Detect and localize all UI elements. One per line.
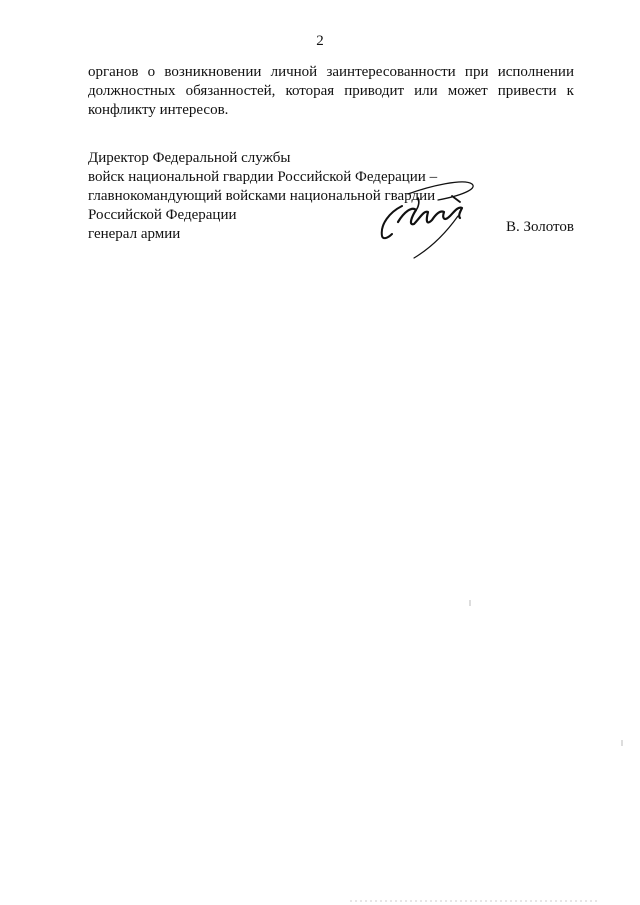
body-line-1	[88, 63, 574, 82]
body-word: привести	[497, 83, 557, 99]
body-word: к	[566, 83, 574, 99]
page-number: 2	[316, 33, 324, 49]
body-line-3: конфликту интересов.	[88, 102, 229, 118]
body-word: обязанностей,	[185, 83, 276, 99]
body-word: заинтересованности	[326, 64, 456, 80]
body-word: которая	[285, 83, 335, 99]
body-paragraph	[88, 63, 574, 120]
body-word: возникновении	[164, 64, 262, 80]
body-word: или	[414, 83, 438, 99]
body-word: исполнении	[497, 64, 574, 80]
body-word: органов	[88, 64, 139, 80]
body-word: приводит	[344, 83, 405, 99]
signer-title-line-4: Российской Федерации	[88, 207, 237, 223]
signature-block	[88, 149, 574, 244]
body-word: может	[447, 83, 488, 99]
signer-title-line-2: войск национальной гвардии Российской Федерации –	[88, 169, 438, 185]
handwritten-signature-icon	[368, 176, 480, 260]
body-line-2	[88, 82, 574, 101]
body-word: при	[464, 64, 489, 80]
body-word: о	[147, 64, 156, 80]
signer-title-line-5: генерал армии	[88, 226, 181, 242]
body-word: должностных	[88, 83, 176, 99]
signer-title-line-3: главнокомандующий войсками национальной гвардии	[88, 188, 436, 204]
signer-name: В. Золотов	[505, 219, 574, 235]
body-word: личной	[270, 64, 318, 80]
signer-title-line-1: Директор Федеральной службы	[88, 150, 291, 166]
